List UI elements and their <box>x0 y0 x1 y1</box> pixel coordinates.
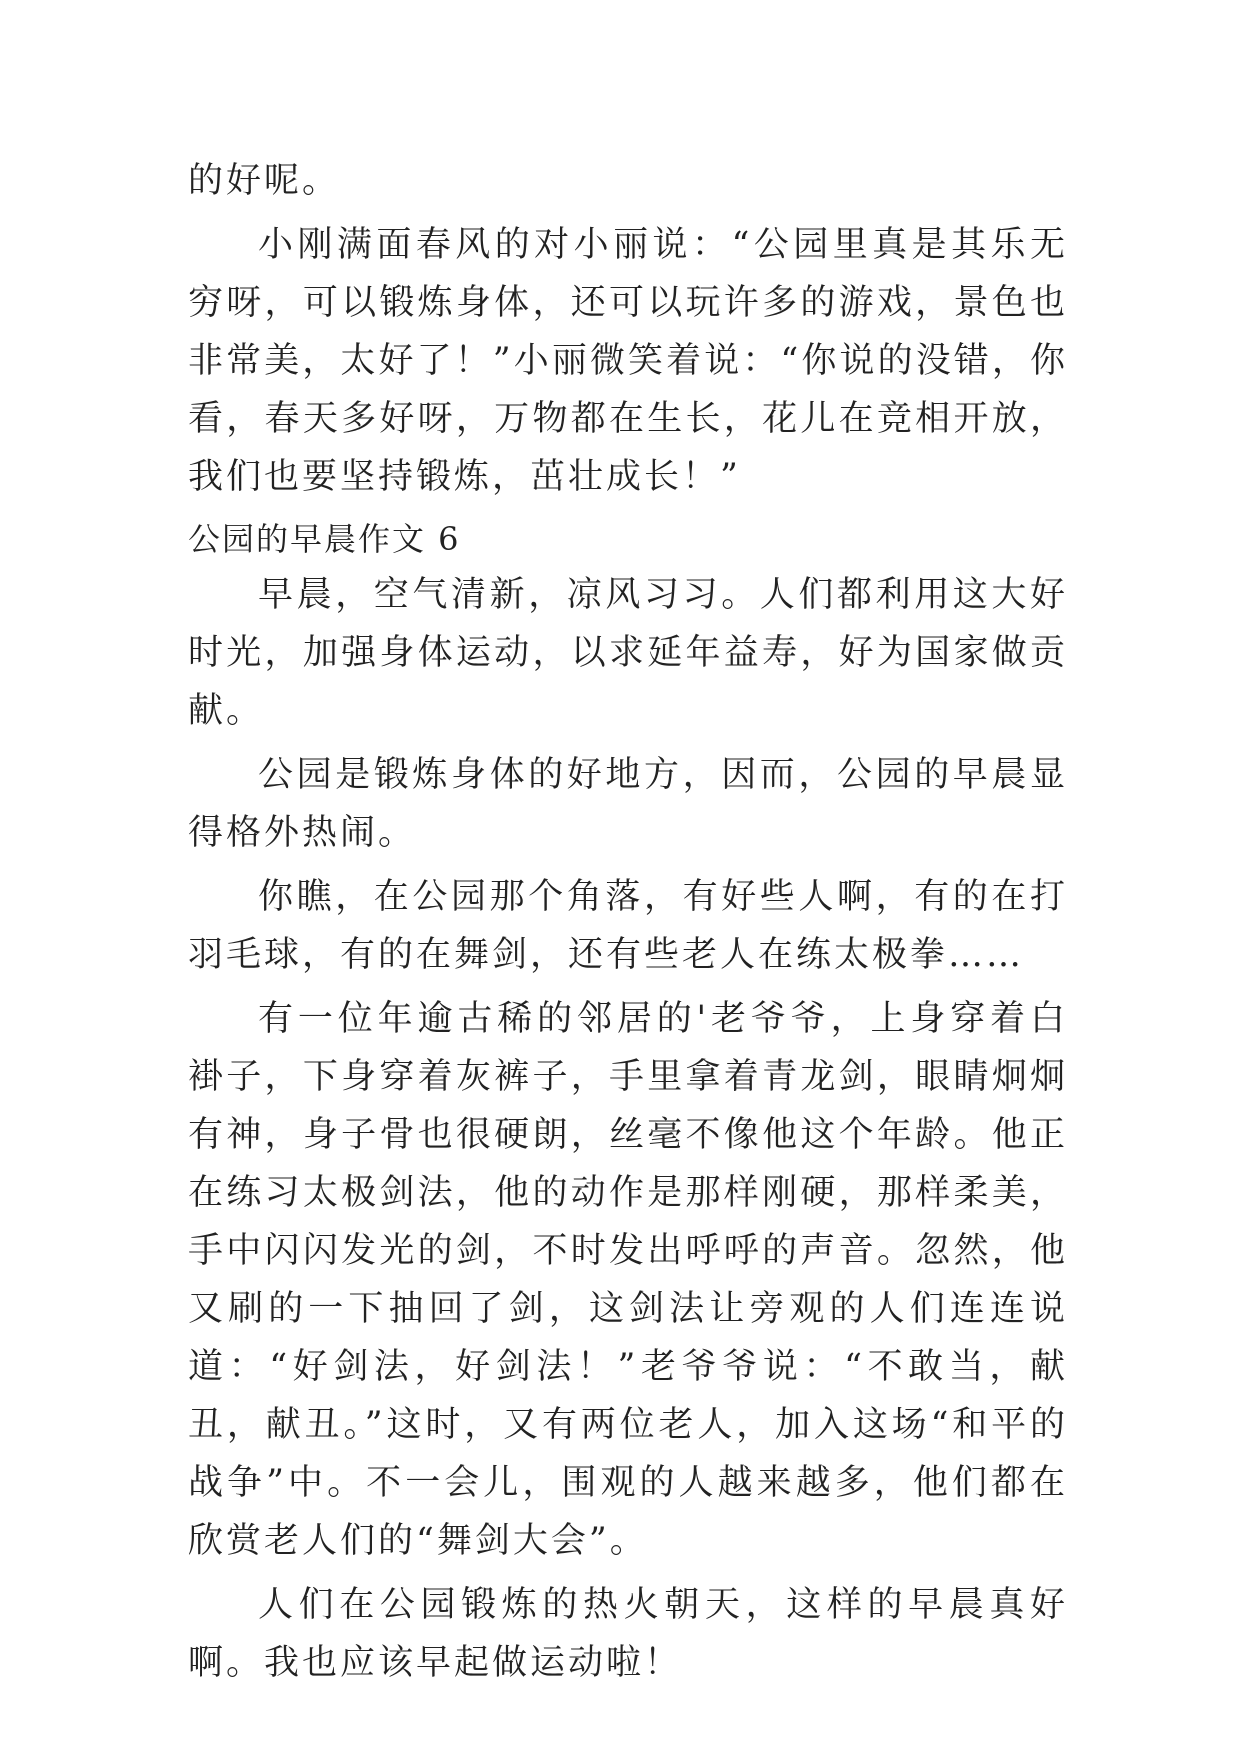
paragraph: 有一位年逾古稀的邻居的'老爷爷，上身穿着白褂子，下身穿着灰裤子，手里拿着青龙剑，眼睛炯炯有神，身子骨也很硬朗，丝毫不像他这个年龄。他正在练习太极剑法，他的动作是那样刚硬，那样柔美，手中闪闪发光的剑，不时发出呼呼的声音。忽然，他又刷的一下抽回了剑，这剑法让旁观的人们连连说道：“好剑法，好剑法！”老爷爷说：“不敢当，献丑，献丑。”这时，又有两位老人，加入这场“和平的战争”中。不一会儿，围观的人越来越多，他们都在欣赏老人们的“舞剑大会”。 <box>188 999 1068 1561</box>
continuation-text: 的好呢。 <box>188 161 341 201</box>
paragraph: 人们在公园锻炼的热火朝天，这样的早晨真好啊。我也应该早起做运动啦！ <box>188 1585 1068 1683</box>
paragraph: 你瞧，在公园那个角落，有好些人啊，有的在打羽毛球，有的在舞剑，还有些老人在练太极拳…… <box>188 877 1068 975</box>
section-title: 公园的早晨作文 6 <box>188 520 461 558</box>
paragraph: 小刚满面春风的对小丽说：“公园里真是其乐无穷呀，可以锻炼身体，还可以玩许多的游戏，景色也非常美，太好了！”小丽微笑着说：“你说的没错，你看，春天多好呀，万物都在生长，花儿在竞相开放，我们也要坚持锻炼，茁壮成长！” <box>188 225 1068 497</box>
paragraph: 公园是锻炼身体的好地方，因而，公园的早晨显得格外热闹。 <box>188 755 1068 853</box>
document-body <box>188 152 1068 1698</box>
paragraph: 早晨，空气清新，凉风习习。人们都利用这大好时光，加强身体运动，以求延年益寿，好为国家做贡献。 <box>188 575 1068 731</box>
